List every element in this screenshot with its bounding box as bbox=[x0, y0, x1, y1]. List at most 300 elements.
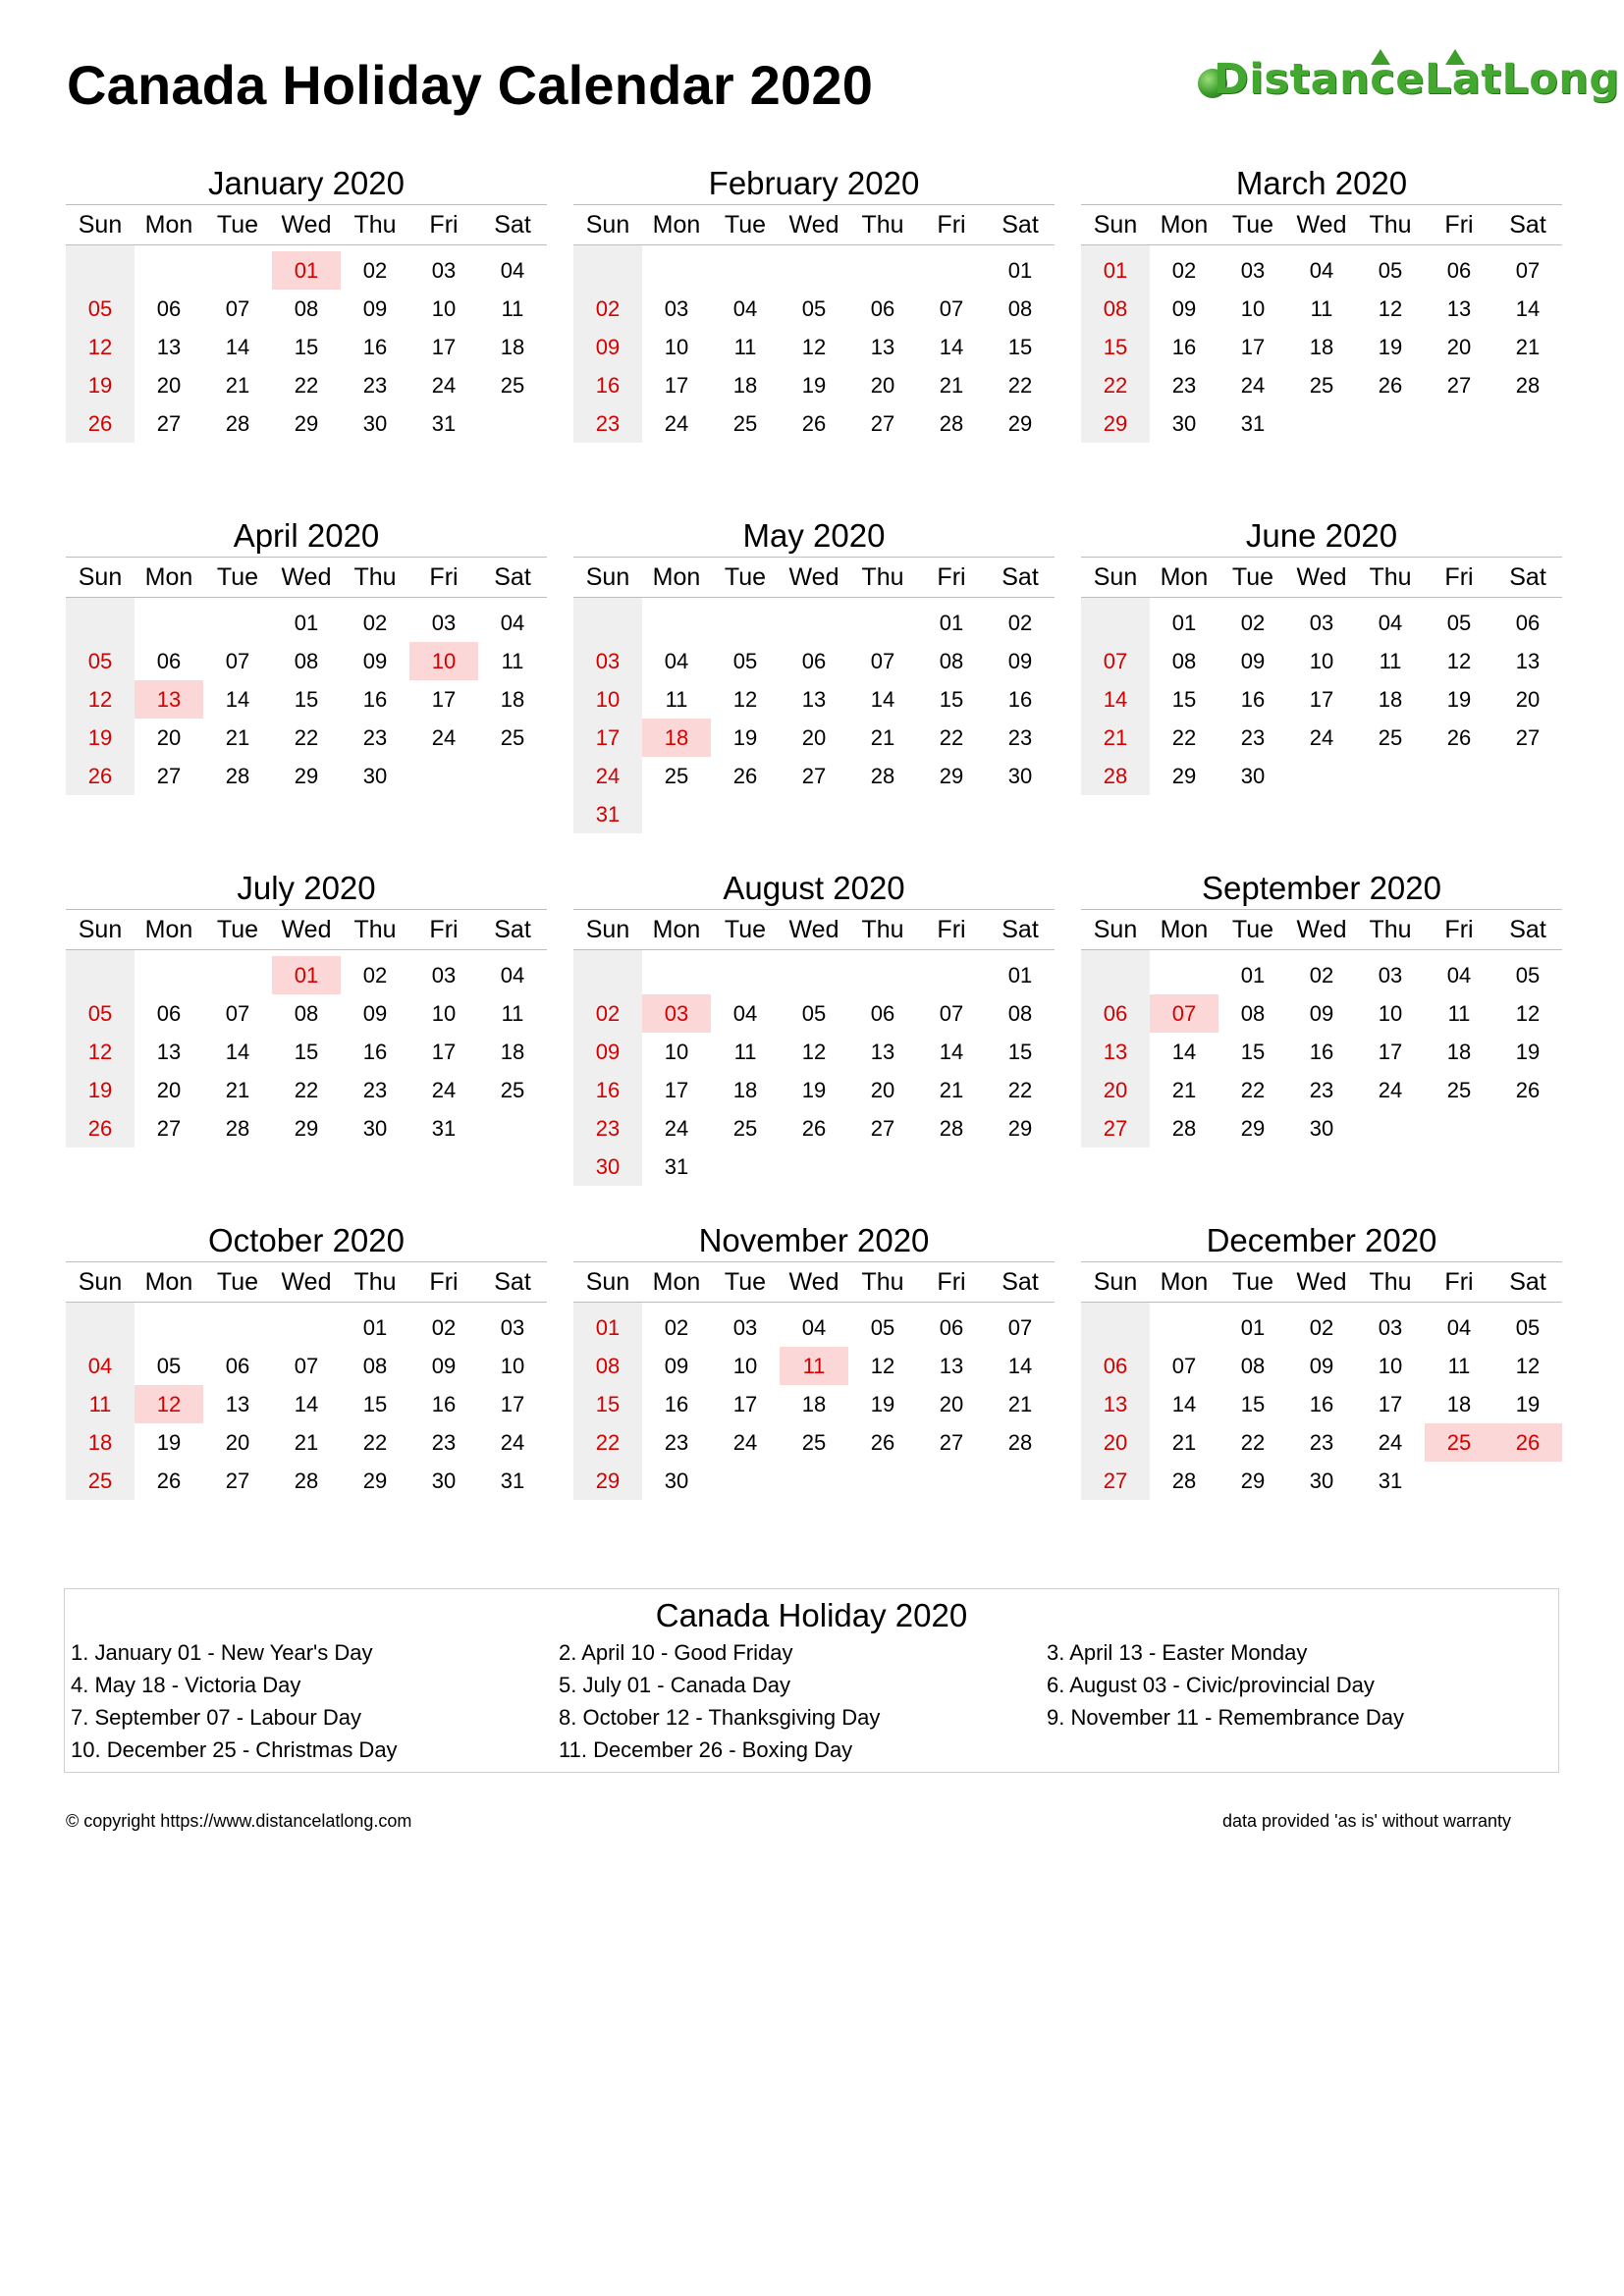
month-title: April 2020 bbox=[233, 517, 380, 554]
weekday-header: Tue bbox=[203, 1262, 272, 1303]
day-cell: 08 bbox=[294, 648, 319, 673]
day-cell: 23 bbox=[362, 372, 388, 398]
empty-day-cell bbox=[917, 1462, 986, 1500]
weekday-header: Sun bbox=[1081, 910, 1150, 950]
day-cell: 17 bbox=[500, 1391, 525, 1416]
day-cell: 14 bbox=[939, 1039, 964, 1064]
day-cell: 03 bbox=[431, 257, 457, 283]
weekday-header: Sat bbox=[986, 205, 1055, 245]
day-cell: 26 bbox=[66, 404, 135, 443]
day-cell: 22 bbox=[1081, 366, 1150, 404]
month-calendar bbox=[1081, 868, 1562, 1148]
day-cell: 10 bbox=[431, 1000, 457, 1026]
day-cell: 23 bbox=[1309, 1429, 1334, 1455]
month-calendar bbox=[66, 1220, 547, 1500]
day-cell: 20 bbox=[870, 1077, 895, 1102]
day-cell: 02 bbox=[362, 610, 388, 635]
month-table bbox=[1081, 557, 1562, 795]
day-cell: 16 bbox=[362, 1039, 388, 1064]
day-cell: 23 bbox=[1240, 724, 1266, 750]
day-cell: 21 bbox=[939, 372, 964, 398]
empty-day-cell bbox=[780, 1148, 848, 1186]
day-cell: 14 bbox=[225, 686, 250, 712]
day-cell: 10 bbox=[664, 1039, 689, 1064]
day-cell: 23 bbox=[664, 1429, 689, 1455]
day-cell: 26 bbox=[732, 763, 758, 788]
month-calendar bbox=[573, 868, 1055, 1186]
day-cell: 16 bbox=[431, 1391, 457, 1416]
month-table bbox=[1081, 1261, 1562, 1500]
weekday-header: Sat bbox=[478, 1262, 547, 1303]
empty-day-cell bbox=[642, 251, 711, 290]
day-cell: 26 bbox=[66, 1109, 135, 1148]
month-calendar bbox=[1081, 1220, 1562, 1500]
day-cell: 15 bbox=[294, 334, 319, 359]
weekday-header: Tue bbox=[711, 910, 780, 950]
empty-day-cell bbox=[66, 604, 135, 642]
day-cell: 24 bbox=[431, 372, 457, 398]
empty-day-cell bbox=[917, 1148, 986, 1186]
day-cell: 15 bbox=[1240, 1391, 1266, 1416]
weekday-header: Tue bbox=[203, 558, 272, 598]
weekday-header: Thu bbox=[848, 910, 917, 950]
day-cell: 22 bbox=[1240, 1429, 1266, 1455]
day-cell: 29 bbox=[294, 763, 319, 788]
day-cell: 16 bbox=[664, 1391, 689, 1416]
day-cell: 29 bbox=[294, 410, 319, 436]
day-cell: 13 bbox=[1446, 295, 1472, 321]
day-cell: 18 bbox=[732, 1077, 758, 1102]
day-cell: 16 bbox=[1309, 1391, 1334, 1416]
day-cell: 10 bbox=[431, 295, 457, 321]
day-cell: 25 bbox=[732, 1115, 758, 1141]
day-cell: 13 bbox=[1515, 648, 1541, 673]
day-cell: 07 bbox=[1081, 642, 1150, 680]
day-cell: 08 bbox=[1240, 1000, 1266, 1026]
empty-day-cell bbox=[135, 1308, 203, 1347]
day-cell: 05 bbox=[870, 1314, 895, 1340]
weekday-header: Tue bbox=[1218, 205, 1287, 245]
month-title: January 2020 bbox=[208, 165, 405, 201]
empty-day-cell bbox=[1425, 1109, 1493, 1148]
day-cell: 08 bbox=[573, 1347, 642, 1385]
weekday-header: Fri bbox=[1425, 1262, 1493, 1303]
day-cell: 04 bbox=[500, 962, 525, 988]
weekday-header: Fri bbox=[917, 1262, 986, 1303]
day-cell: 26 bbox=[156, 1468, 182, 1493]
day-cell: 19 bbox=[870, 1391, 895, 1416]
weekday-header: Wed bbox=[272, 910, 341, 950]
day-cell: 30 bbox=[573, 1148, 642, 1186]
day-cell: 05 bbox=[66, 994, 135, 1033]
weekday-header: Thu bbox=[1356, 558, 1425, 598]
day-cell: 14 bbox=[225, 334, 250, 359]
day-cell: 01 bbox=[939, 610, 964, 635]
day-cell: 26 bbox=[870, 1429, 895, 1455]
weekday-header: Wed bbox=[272, 1262, 341, 1303]
page-title: Canada Holiday Calendar 2020 bbox=[67, 54, 874, 116]
empty-day-cell bbox=[1081, 1308, 1150, 1347]
empty-day-cell bbox=[711, 1462, 780, 1500]
day-cell: 31 bbox=[664, 1153, 689, 1179]
month-title: August 2020 bbox=[723, 870, 905, 906]
day-cell: 21 bbox=[1081, 719, 1150, 757]
empty-day-cell bbox=[1081, 604, 1150, 642]
day-cell: 08 bbox=[294, 1000, 319, 1026]
weekday-header: Sun bbox=[66, 205, 135, 245]
day-cell: 28 bbox=[939, 410, 964, 436]
day-cell: 16 bbox=[362, 686, 388, 712]
day-cell: 25 bbox=[500, 372, 525, 398]
day-cell: 16 bbox=[1007, 686, 1033, 712]
day-cell: 19 bbox=[1515, 1391, 1541, 1416]
weekday-header: Mon bbox=[642, 205, 711, 245]
day-cell: 12 bbox=[66, 328, 135, 366]
empty-day-cell bbox=[917, 251, 986, 290]
empty-day-cell bbox=[203, 956, 272, 994]
day-cell: 05 bbox=[1515, 1314, 1541, 1340]
day-cell: 01 bbox=[1007, 962, 1033, 988]
day-cell: 31 bbox=[1240, 410, 1266, 436]
day-cell: 20 bbox=[939, 1391, 964, 1416]
holiday-day-cell: 25 bbox=[1425, 1423, 1493, 1462]
empty-day-cell bbox=[642, 956, 711, 994]
day-cell: 08 bbox=[1007, 1000, 1033, 1026]
day-cell: 15 bbox=[1081, 328, 1150, 366]
weekday-header: Thu bbox=[848, 205, 917, 245]
day-cell: 23 bbox=[1309, 1077, 1334, 1102]
empty-day-cell bbox=[135, 956, 203, 994]
holiday-list-item: 3. April 13 - Easter Monday bbox=[1047, 1640, 1308, 1665]
day-cell: 18 bbox=[1446, 1039, 1472, 1064]
day-cell: 30 bbox=[1309, 1468, 1334, 1493]
day-cell: 21 bbox=[1171, 1429, 1197, 1455]
day-cell: 14 bbox=[1515, 295, 1541, 321]
holiday-list-box bbox=[64, 1588, 1559, 1773]
weekday-header: Wed bbox=[1287, 1262, 1356, 1303]
empty-day-cell bbox=[1150, 956, 1218, 994]
day-cell: 04 bbox=[500, 610, 525, 635]
weekday-header: Fri bbox=[1425, 205, 1493, 245]
day-cell: 27 bbox=[156, 763, 182, 788]
empty-day-cell bbox=[573, 251, 642, 290]
day-cell: 09 bbox=[362, 1000, 388, 1026]
day-cell: 30 bbox=[362, 410, 388, 436]
holiday-day-cell: 01 bbox=[272, 251, 341, 290]
day-cell: 30 bbox=[362, 1115, 388, 1141]
holiday-day-cell: 10 bbox=[409, 642, 478, 680]
day-cell: 20 bbox=[156, 1077, 182, 1102]
empty-day-cell bbox=[780, 604, 848, 642]
day-cell: 17 bbox=[732, 1391, 758, 1416]
day-cell: 20 bbox=[1081, 1071, 1150, 1109]
day-cell: 22 bbox=[294, 372, 319, 398]
day-cell: 12 bbox=[870, 1353, 895, 1378]
day-cell: 05 bbox=[1446, 610, 1472, 635]
day-cell: 19 bbox=[1446, 686, 1472, 712]
day-cell: 11 bbox=[1379, 648, 1402, 673]
day-cell: 02 bbox=[1171, 257, 1197, 283]
day-cell: 05 bbox=[66, 642, 135, 680]
month-title: June 2020 bbox=[1245, 517, 1398, 554]
weekday-header: Fri bbox=[409, 1262, 478, 1303]
day-cell: 18 bbox=[500, 1039, 525, 1064]
empty-day-cell bbox=[848, 251, 917, 290]
day-cell: 09 bbox=[1007, 648, 1033, 673]
day-cell: 12 bbox=[1378, 295, 1403, 321]
day-cell: 06 bbox=[225, 1353, 250, 1378]
empty-day-cell bbox=[573, 604, 642, 642]
day-cell: 01 bbox=[1081, 251, 1150, 290]
day-cell: 26 bbox=[1378, 372, 1403, 398]
day-cell: 06 bbox=[1446, 257, 1472, 283]
day-cell: 26 bbox=[66, 757, 135, 795]
weekday-header: Sat bbox=[1493, 205, 1562, 245]
day-cell: 13 bbox=[225, 1391, 250, 1416]
day-cell: 11 bbox=[733, 334, 757, 359]
weekday-header: Thu bbox=[341, 910, 409, 950]
weekday-header: Wed bbox=[272, 558, 341, 598]
day-cell: 26 bbox=[801, 410, 827, 436]
day-cell: 20 bbox=[225, 1429, 250, 1455]
day-cell: 25 bbox=[732, 410, 758, 436]
empty-day-cell bbox=[780, 251, 848, 290]
day-cell: 13 bbox=[156, 1039, 182, 1064]
month-title: December 2020 bbox=[1206, 1222, 1437, 1258]
day-cell: 29 bbox=[1081, 404, 1150, 443]
day-cell: 17 bbox=[431, 686, 457, 712]
weekday-header: Tue bbox=[1218, 1262, 1287, 1303]
day-cell: 24 bbox=[664, 410, 689, 436]
day-cell: 12 bbox=[66, 1033, 135, 1071]
day-cell: 15 bbox=[362, 1391, 388, 1416]
day-cell: 02 bbox=[362, 257, 388, 283]
day-cell: 26 bbox=[1446, 724, 1472, 750]
day-cell: 21 bbox=[1171, 1077, 1197, 1102]
day-cell: 25 bbox=[66, 1462, 135, 1500]
day-cell: 01 bbox=[1240, 1314, 1266, 1340]
day-cell: 31 bbox=[573, 795, 642, 833]
weekday-header: Fri bbox=[409, 205, 478, 245]
day-cell: 19 bbox=[1378, 334, 1403, 359]
day-cell: 09 bbox=[664, 1353, 689, 1378]
day-cell: 17 bbox=[573, 719, 642, 757]
empty-day-cell bbox=[780, 1462, 848, 1500]
empty-day-cell bbox=[1081, 956, 1150, 994]
weekday-header: Thu bbox=[341, 205, 409, 245]
empty-day-cell bbox=[848, 1462, 917, 1500]
day-cell: 12 bbox=[732, 686, 758, 712]
weekday-header: Sat bbox=[478, 205, 547, 245]
day-cell: 03 bbox=[1309, 610, 1334, 635]
empty-day-cell bbox=[642, 604, 711, 642]
month-table bbox=[66, 204, 547, 443]
day-cell: 10 bbox=[500, 1353, 525, 1378]
day-cell: 23 bbox=[573, 404, 642, 443]
day-cell: 10 bbox=[573, 680, 642, 719]
day-cell: 17 bbox=[1240, 334, 1266, 359]
day-cell: 21 bbox=[870, 724, 895, 750]
day-cell: 30 bbox=[1171, 410, 1197, 436]
day-cell: 11 bbox=[1447, 1353, 1471, 1378]
day-cell: 13 bbox=[939, 1353, 964, 1378]
day-cell: 25 bbox=[1309, 372, 1334, 398]
day-cell: 09 bbox=[362, 648, 388, 673]
day-cell: 09 bbox=[1240, 648, 1266, 673]
month-calendar bbox=[573, 1220, 1055, 1500]
day-cell: 17 bbox=[1378, 1039, 1403, 1064]
day-cell: 16 bbox=[573, 1071, 642, 1109]
day-cell: 21 bbox=[1515, 334, 1541, 359]
day-cell: 21 bbox=[1007, 1391, 1033, 1416]
empty-day-cell bbox=[1287, 404, 1356, 443]
weekday-header: Sun bbox=[66, 558, 135, 598]
day-cell: 14 bbox=[225, 1039, 250, 1064]
day-cell: 04 bbox=[500, 257, 525, 283]
day-cell: 19 bbox=[801, 372, 827, 398]
weekday-header: Sat bbox=[1493, 910, 1562, 950]
day-cell: 22 bbox=[939, 724, 964, 750]
day-cell: 29 bbox=[939, 763, 964, 788]
day-cell: 19 bbox=[66, 366, 135, 404]
day-cell: 16 bbox=[1171, 334, 1197, 359]
empty-day-cell bbox=[1493, 404, 1562, 443]
weekday-header: Sun bbox=[66, 1262, 135, 1303]
day-cell: 20 bbox=[801, 724, 827, 750]
day-cell: 24 bbox=[664, 1115, 689, 1141]
weekday-header: Sun bbox=[573, 910, 642, 950]
day-cell: 11 bbox=[733, 1039, 757, 1064]
day-cell: 27 bbox=[156, 410, 182, 436]
day-cell: 02 bbox=[1240, 610, 1266, 635]
month-title: September 2020 bbox=[1201, 870, 1441, 906]
holiday-day-cell: 03 bbox=[642, 994, 711, 1033]
day-cell: 20 bbox=[1515, 686, 1541, 712]
day-cell: 07 bbox=[225, 1000, 250, 1026]
day-cell: 02 bbox=[573, 290, 642, 328]
day-cell: 12 bbox=[1515, 1353, 1541, 1378]
weekday-header: Wed bbox=[780, 910, 848, 950]
day-cell: 07 bbox=[1171, 1353, 1197, 1378]
day-cell: 28 bbox=[1515, 372, 1541, 398]
day-cell: 03 bbox=[1378, 962, 1403, 988]
day-cell: 11 bbox=[501, 1000, 524, 1026]
empty-day-cell bbox=[1493, 1462, 1562, 1500]
day-cell: 07 bbox=[294, 1353, 319, 1378]
empty-day-cell bbox=[780, 956, 848, 994]
day-cell: 18 bbox=[66, 1423, 135, 1462]
day-cell: 08 bbox=[939, 648, 964, 673]
weekday-header: Wed bbox=[780, 558, 848, 598]
weekday-header: Mon bbox=[135, 558, 203, 598]
day-cell: 24 bbox=[1378, 1077, 1403, 1102]
weekday-header: Sun bbox=[573, 1262, 642, 1303]
weekday-header: Sun bbox=[1081, 1262, 1150, 1303]
month-title: July 2020 bbox=[237, 870, 376, 906]
day-cell: 29 bbox=[1007, 1115, 1033, 1141]
weekday-header: Mon bbox=[642, 910, 711, 950]
day-cell: 27 bbox=[1446, 372, 1472, 398]
day-cell: 31 bbox=[431, 1115, 457, 1141]
weekday-header: Wed bbox=[272, 205, 341, 245]
day-cell: 12 bbox=[1515, 1000, 1541, 1026]
day-cell: 28 bbox=[1171, 1468, 1197, 1493]
day-cell: 29 bbox=[294, 1115, 319, 1141]
weekday-header: Fri bbox=[917, 910, 986, 950]
day-cell: 14 bbox=[939, 334, 964, 359]
holiday-day-cell: 26 bbox=[1493, 1423, 1562, 1462]
day-cell: 29 bbox=[362, 1468, 388, 1493]
month-table bbox=[573, 909, 1055, 1186]
day-cell: 07 bbox=[225, 648, 250, 673]
day-cell: 04 bbox=[66, 1347, 135, 1385]
weekday-header: Thu bbox=[1356, 910, 1425, 950]
footer-disclaimer: data provided 'as is' without warranty bbox=[1222, 1811, 1512, 1831]
day-cell: 10 bbox=[1378, 1353, 1403, 1378]
weekday-header: Thu bbox=[341, 558, 409, 598]
weekday-header: Sat bbox=[1493, 558, 1562, 598]
day-cell: 16 bbox=[1309, 1039, 1334, 1064]
weekday-header: Wed bbox=[1287, 558, 1356, 598]
weekday-header: Thu bbox=[848, 558, 917, 598]
day-cell: 02 bbox=[1007, 610, 1033, 635]
day-cell: 18 bbox=[500, 334, 525, 359]
month-table bbox=[573, 1261, 1055, 1500]
day-cell: 14 bbox=[1171, 1039, 1197, 1064]
day-cell: 02 bbox=[1309, 962, 1334, 988]
day-cell: 28 bbox=[870, 763, 895, 788]
day-cell: 31 bbox=[1378, 1468, 1403, 1493]
day-cell: 13 bbox=[1081, 1033, 1150, 1071]
weekday-header: Fri bbox=[917, 205, 986, 245]
day-cell: 04 bbox=[1378, 610, 1403, 635]
day-cell: 24 bbox=[500, 1429, 525, 1455]
day-cell: 05 bbox=[801, 1000, 827, 1026]
weekday-header: Sat bbox=[1493, 1262, 1562, 1303]
day-cell: 09 bbox=[1309, 1353, 1334, 1378]
empty-day-cell bbox=[986, 1462, 1055, 1500]
day-cell: 27 bbox=[225, 1468, 250, 1493]
weekday-header: Fri bbox=[1425, 558, 1493, 598]
empty-day-cell bbox=[848, 604, 917, 642]
empty-day-cell bbox=[1150, 1308, 1218, 1347]
day-cell: 22 bbox=[1007, 1077, 1033, 1102]
day-cell: 02 bbox=[362, 962, 388, 988]
day-cell: 14 bbox=[294, 1391, 319, 1416]
day-cell: 15 bbox=[939, 686, 964, 712]
month-calendar bbox=[66, 163, 547, 443]
weekday-header: Wed bbox=[1287, 205, 1356, 245]
empty-day-cell bbox=[66, 1308, 135, 1347]
day-cell: 24 bbox=[1378, 1429, 1403, 1455]
day-cell: 05 bbox=[801, 295, 827, 321]
empty-day-cell bbox=[1287, 757, 1356, 795]
month-table bbox=[1081, 204, 1562, 443]
day-cell: 04 bbox=[1446, 962, 1472, 988]
day-cell: 10 bbox=[1378, 1000, 1403, 1026]
empty-day-cell bbox=[135, 251, 203, 290]
footer-copyright: © copyright https://www.distancelatlong.com bbox=[66, 1811, 412, 1831]
day-cell: 11 bbox=[501, 648, 524, 673]
holiday-list-item: 7. September 07 - Labour Day bbox=[71, 1705, 361, 1730]
empty-day-cell bbox=[203, 251, 272, 290]
weekday-header: Thu bbox=[1356, 205, 1425, 245]
day-cell: 27 bbox=[1081, 1462, 1150, 1500]
distancelatlong-logo[interactable] bbox=[1198, 49, 1620, 118]
day-cell: 28 bbox=[939, 1115, 964, 1141]
weekday-header: Mon bbox=[1150, 910, 1218, 950]
weekday-header: Fri bbox=[409, 558, 478, 598]
